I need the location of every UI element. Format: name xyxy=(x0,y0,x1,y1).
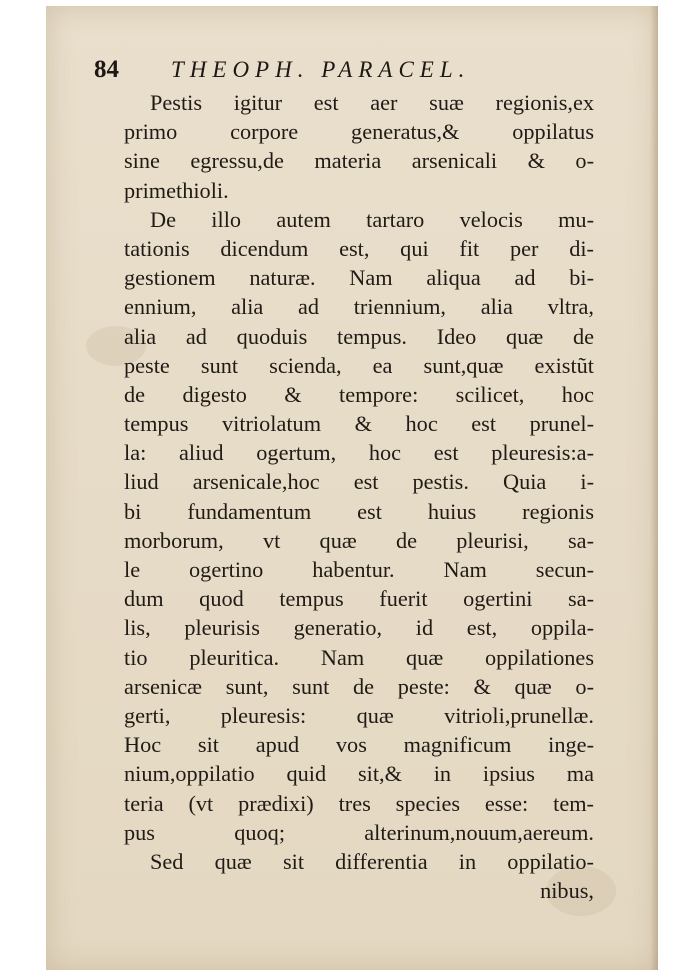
text-line: teria (vt prædixi) tres species esse: tem- xyxy=(124,790,594,816)
text-line: de digesto & tempore: scilicet, hoc xyxy=(124,381,594,407)
text-line: sine egressu,de materia arsenicali & o- xyxy=(124,148,594,174)
text-line: Pestis igitur est aer suæ regionis,ex xyxy=(150,90,594,115)
page-edge-shadow xyxy=(650,6,658,970)
text-line: primo corpore generatus,& oppilatus xyxy=(124,119,594,145)
text-line: bi fundamentum est huius regionis xyxy=(124,498,594,524)
text-line: gerti, pleuresis: quæ vitrioli,prunellæ. xyxy=(124,702,594,728)
body-text xyxy=(124,88,594,905)
text-line: morborum, vt quæ de pleurisi, sa- xyxy=(124,527,594,553)
text-line: nium,oppilatio quid sit,& in ipsius ma xyxy=(124,761,594,787)
text-line: Sed quæ sit differentia in oppilatio- xyxy=(150,848,594,874)
text-line: De illo autem tartaro velocis mu- xyxy=(150,206,594,232)
text-line: tationis dicendum est, qui fit per di- xyxy=(124,235,594,261)
text-line: Hoc sit apud vos magnificum inge- xyxy=(124,732,594,758)
running-header xyxy=(94,56,564,90)
text-line: lis, pleurisis generatio, id est, oppila- xyxy=(124,615,594,641)
text-line: dum quod tempus fuerit ogertini sa- xyxy=(124,586,594,612)
text-line: le ogertino habentur. Nam secun- xyxy=(124,557,594,582)
text-line: pus quoq; alterinum,nouum,aereum. xyxy=(124,819,594,845)
text-line: ennium, alia ad triennium, alia vltra, xyxy=(124,294,594,320)
page-number: 84 xyxy=(94,56,119,83)
text-line: peste sunt scienda, ea sunt,quæ existũt xyxy=(124,352,594,378)
text-line: primethioli. xyxy=(124,177,229,203)
text-line: arsenicæ sunt, sunt de peste: & quæ o- xyxy=(124,673,594,699)
text-line: la: aliud ogertum, hoc est pleuresis:a- xyxy=(124,440,594,466)
text-line: nibus, xyxy=(540,878,594,904)
text-line: tempus vitriolatum & hoc est prunel- xyxy=(124,411,594,437)
text-line: alia ad quoduis tempus. Ideo quæ de xyxy=(124,323,594,349)
text-line: gestionem naturæ. Nam aliqua ad bi- xyxy=(124,265,594,291)
text-line: tio pleuritica. Nam quæ oppilationes xyxy=(124,644,594,670)
running-head-title: THEOPH. PARACEL. xyxy=(171,57,471,82)
text-line: liud arsenicale,hoc est pestis. Quia i- xyxy=(124,469,594,495)
